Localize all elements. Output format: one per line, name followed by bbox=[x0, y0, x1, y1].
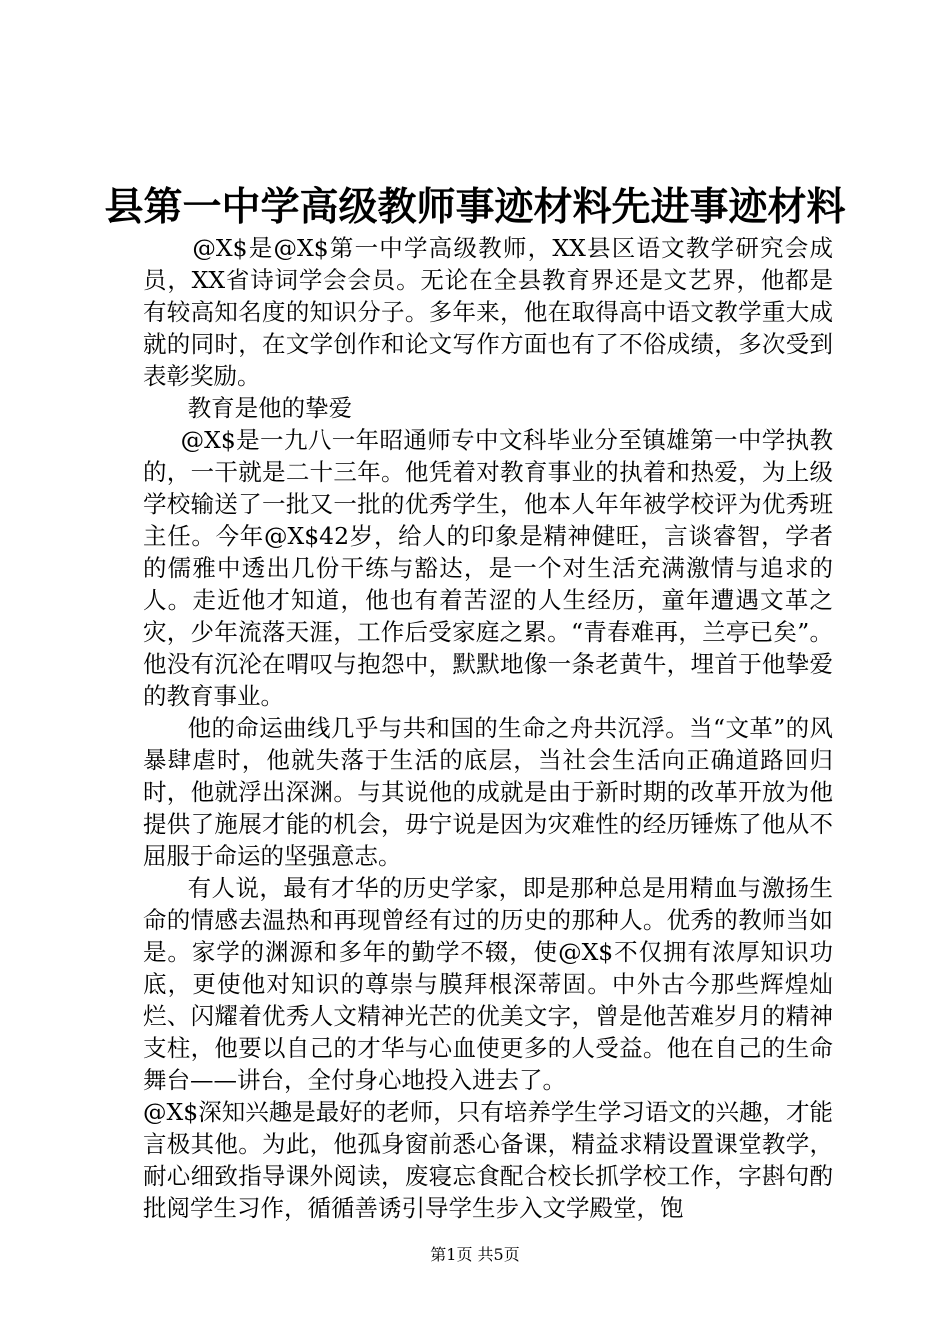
section-heading: 教育是他的挚爱 bbox=[187, 394, 353, 422]
document-title: 县第一中学高级教师事迹材料先进事迹材料 bbox=[104, 185, 846, 230]
document-body bbox=[143, 232, 833, 1224]
paragraph-teacher: 有人说，最有才华的历史学家，即是那种总是用精血与激扬生命的情感去温热和再现曾经有过的历史的那种人。优秀的教师当如是。家学的渊源和多年的勤学不辍，使@X$不仅拥有浓厚知识功底，更使他对知识的尊崇与膜拜根深蒂固。中外古今那些辉煌灿烂、闪耀着优秀人文精神光芒的优美文字，曾是他苦难岁月的精神支柱，他要以自己的才华与心血使更多的人受益。他在自己的生命舞台——讲台，全付身心地投入进去了。 bbox=[143, 874, 833, 1094]
page-footer: 第1页 共5页 bbox=[430, 1245, 520, 1264]
paragraph-intro: @X$是@X$第一中学高级教师，XX县区语文教学研究会成员，XX省诗词学会会员。无论在全县教育界还是文艺界，他都是有较高知名度的知识分子。多年来，他在取得高中语文教学重大成就的同时，在文学创作和论文写作方面也有了不俗成绩，多次受到表彰奖励。 bbox=[143, 234, 833, 390]
paragraph-fate: 他的命运曲线几乎与共和国的生命之舟共沉浮。当“文革”的风暴肆虐时，他就失落于生活的底层，当社会生活向正确道路回归时，他就浮出深渊。与其说他的成就是由于新时期的改革开放为他提供了施展才能的机会，毋宁说是因为灾难性的经历锤炼了他从不屈服于命运的坚强意志。 bbox=[143, 714, 833, 870]
paragraph-career: @X$是一九八一年昭通师专中文科毕业分至镇雄第一中学执教的，一干就是二十三年。他凭着对教育事业的执着和热爱，为上级学校输送了一批又一批的优秀学生，他本人年年被学校评为优秀班主任。今年@X$42岁，给人的印象是精神健旺，言谈睿智，学者的儒雅中透出几份干练与豁达，是一个对生活充满激情与追求的人。走近他才知道，他也有着苦涩的人生经历，童年遭遇文革之灾，少年流落天涯，工作后受家庭之累。“青春难再，兰亭已矣”。他没有沉沦在喟叹与抱怨中，默默地像一条老黄牛，埋首于他挚爱的教育事业。 bbox=[143, 426, 833, 710]
paragraph-interest: @X$深知兴趣是最好的老师，只有培养学生学习语文的兴趣，才能言极其他。为此，他孤身窗前悉心备课，精益求精设置课堂教学，耐心细致指导课外阅读，废寝忘食配合校长抓学校工作，字斟句酌批阅学生习作，循循善诱引导学生步入文学殿堂，饱 bbox=[143, 1098, 833, 1222]
